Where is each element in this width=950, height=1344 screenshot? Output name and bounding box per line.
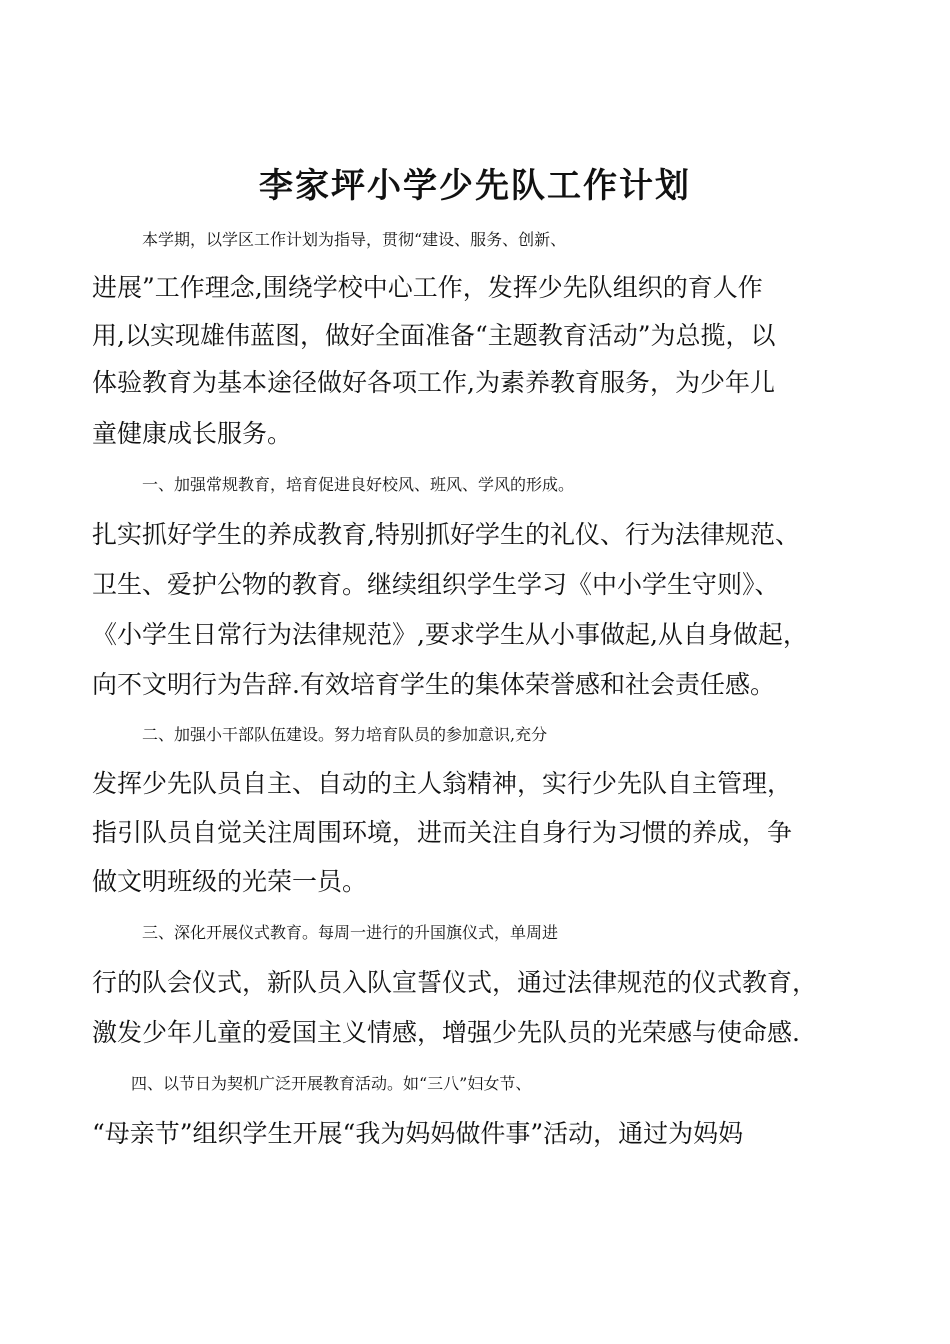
paragraph-line: 二、加强小干部队伍建设。努力培育队员的参加意识,充分 [142, 725, 548, 744]
paragraph-line: 做文明班级的光荣一员。 [92, 867, 368, 896]
paragraph-line: 行的队会仪式，新队员入队宣誓仪式，通过法律规范的仪式教育， [92, 968, 818, 997]
paragraph-line: 四、以节日为契机广泛开展教育活动。如“三八”妇女节、 [131, 1074, 532, 1093]
paragraph-line: 进展”工作理念,围绕学校中心工作，发挥少先队组织的育人作 [92, 273, 763, 302]
paragraph-line: 本学期，以学区工作计划为指导，贯彻“建设、服务、创新、 [142, 230, 567, 249]
paragraph-line: 卫生、爱护公物的教育。继续组织学生学习《中小学生守则》、 [92, 570, 780, 599]
paragraph-line: 三、深化开展仪式教育。每周一进行的升国旗仪式，单周进 [142, 923, 559, 942]
paragraph-line: 扎实抓好学生的养成教育,特别抓好学生的礼仪、行为法律规范、 [92, 520, 800, 549]
paragraph-line: 向不文明行为告辞.有效培育学生的集体荣誉感和社会责任感。 [92, 670, 775, 699]
paragraph-line: 体验教育为基本途径做好各项工作,为素养教育服务，为少年儿 [92, 368, 775, 397]
paragraph-line: 一、加强常规教育，培育促进良好校风、班风、学风的形成。 [142, 475, 575, 494]
paragraph-line: 《小学生日常行为法律规范》,要求学生从小事做起,从自身做起， [92, 620, 808, 649]
document-title: 李家坪小学少先队工作计划 [259, 166, 691, 206]
paragraph-line: “母亲节”组织学生开展“我为妈妈做件事”活动，通过为妈妈 [92, 1119, 744, 1148]
paragraph-line: 指引队员自觉关注周围环境，进而关注自身行为习惯的养成，争 [92, 818, 793, 847]
paragraph-line: 激发少年儿童的爱国主义情感，增强少先队员的光荣感与使命感. [92, 1018, 800, 1047]
paragraph-line: 用,以实现雄伟蓝图，做好全面准备“主题教育活动”为总揽，以 [92, 321, 776, 350]
paragraph-line: 童健康成长服务。 [92, 419, 293, 448]
paragraph-line: 发挥少先队员自主、自动的主人翁精神，实行少先队自主管理， [92, 769, 793, 798]
